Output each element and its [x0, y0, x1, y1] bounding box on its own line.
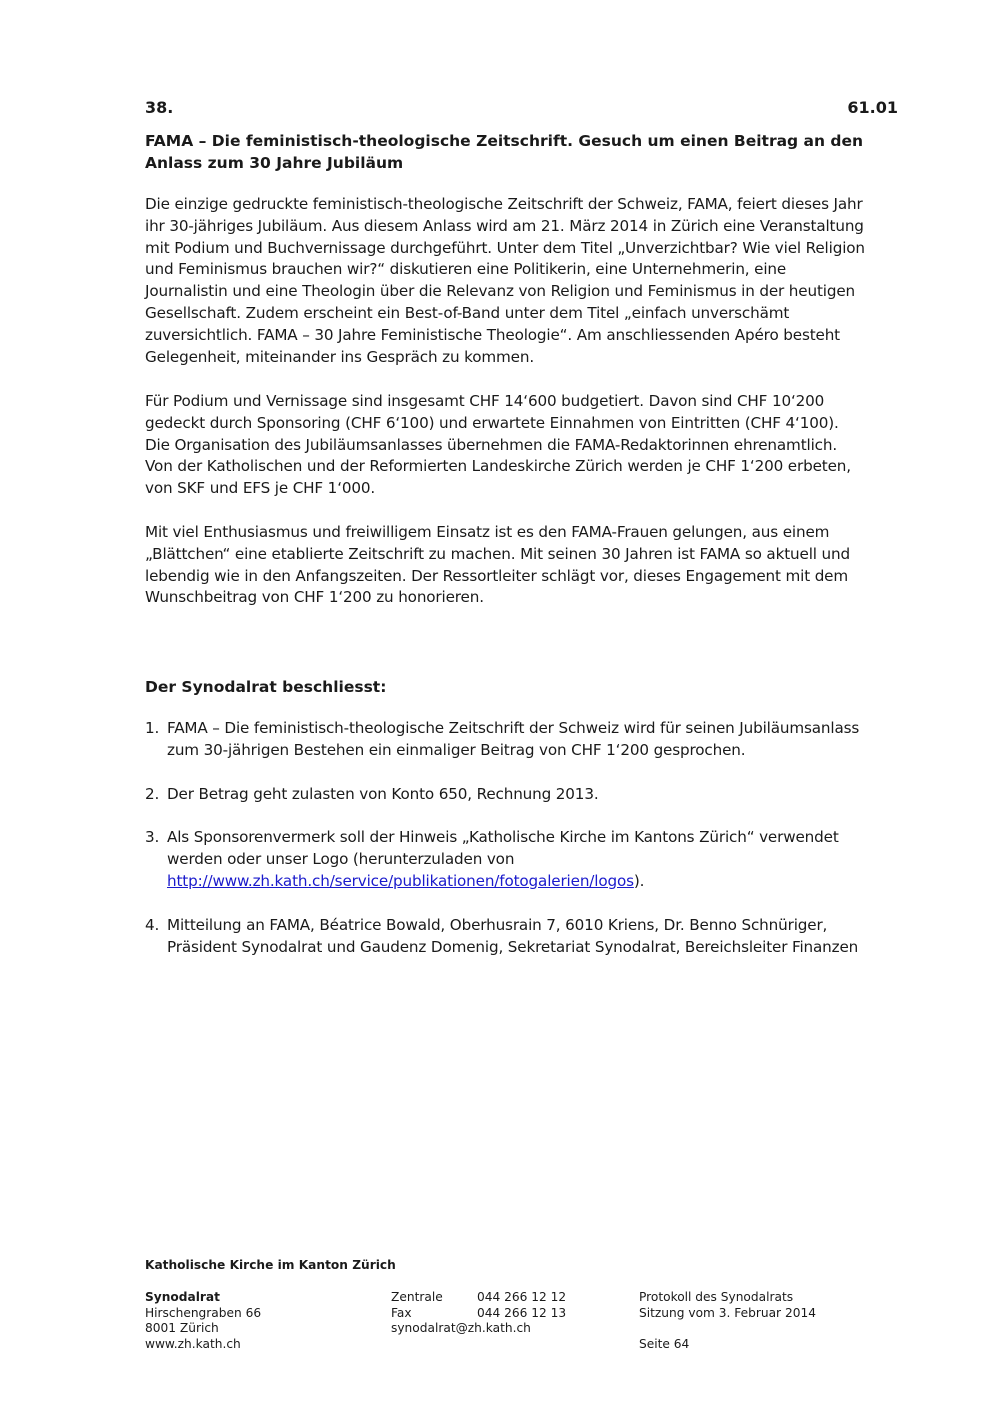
list-marker: 2. [145, 784, 160, 803]
decision-text: Der Betrag geht zulasten von Konto 650, Rechnung 2013. [167, 784, 599, 803]
logos-download-link[interactable]: http://www.zh.kath.ch/service/publikationen/fotogalerien/logos [167, 871, 634, 890]
decision-heading: Der Synodalrat beschliesst: [145, 678, 387, 696]
decision-item [145, 915, 865, 959]
fax-label: Fax [391, 1305, 412, 1320]
item-number: 38. [145, 98, 174, 117]
footer-document-info [639, 1290, 816, 1352]
item-code: 61.01 [847, 98, 898, 117]
page-number: Seite 64 [639, 1336, 690, 1351]
decision-text: Als Sponsorenvermerk soll der Hinweis „Katholische Kirche im Kantons Zürich“ verwendet werden oder unser Logo (herunterzuladen von [167, 828, 839, 869]
list-marker: 4. [145, 915, 160, 934]
footer-address [145, 1290, 261, 1352]
footer-city: 8001 Zürich [145, 1321, 219, 1335]
decision-text: Mitteilung an FAMA, Béatrice Bowald, Oberhusrain 7, 6010 Kriens, Dr. Benno Schnüriger, Präsident Synodalrat und Gaudenz Domenig, Sekretariat Synodalrat, Bereichsleiter Finanzen [167, 915, 859, 956]
paragraph-introduction: Die einzige gedruckte feministisch-theologische Zeitschrift der Schweiz, FAMA, feiert dieses Jahr ihr 30-jähriges Jubiläum. Aus diesem Anlass wird am 21. März 2014 in Zürich eine Veranstaltung mit Podium und Buchvernissage durchgeführt. Unter dem Titel „Unverzichtbar? Wie viel Religion und Feminismus brauchen wir?“ diskutieren eine Politikerin, eine Unternehmerin, eine Journalistin und eine Theologin über die Relevanz von Religion und Feminismus in der heutigen Gesellschaft. Zudem erscheint ein Best-of-Band unter dem Titel „einfach unverschämt zuversichtlich. FAMA – 30 Jahre Feministische Theologie“. Am anschliessenden Apéro besteht Gelegenheit, miteinander ins Gespräch zu kommen. [145, 195, 865, 366]
footer-contact [391, 1290, 566, 1337]
paragraph-recommendation: Mit viel Enthusiasmus und freiwilligem Einsatz ist es den FAMA-Frauen gelungen, aus einem „Blättchen“ eine etablierte Zeitschrift zu machen. Mit seinen 30 Jahren ist FAMA so aktuell und lebendig wie in den Anfangszeiten. Der Ressortleiter schlägt vor, dieses Engagement mit dem Wunschbeitrag von CHF 1‘200 zu honorieren. [145, 523, 850, 607]
footer-email: synodalrat@zh.kath.ch [391, 1321, 531, 1335]
footer-organization: Katholische Kirche im Kanton Zürich [145, 1258, 396, 1272]
decision-item [145, 827, 865, 892]
paragraph-budget: Für Podium und Vernissage sind insgesamt CHF 14‘600 budgetiert. Davon sind CHF 10‘200 gedeckt durch Sponsoring (CHF 6‘100) und erwartete Einnahmen von Eintritten (CHF 4‘100). Die Organisation des Jubiläumsanlasses übernehmen die FAMA-Redaktorinnen ehrenamtlich. Von der Katholischen und der Reformierten Landeskirche Zürich werden je CHF 1‘200 erbeten, von SKF und EFS je CHF 1‘000. [145, 392, 851, 498]
decision-list [145, 718, 865, 980]
footer-session: Sitzung vom 3. Februar 2014 [639, 1305, 816, 1320]
phone-label: Zentrale [391, 1290, 443, 1304]
phone-number: 044 266 12 12 [477, 1290, 567, 1304]
item-header [145, 98, 898, 120]
footer-document: Protokoll des Synodalrats [639, 1290, 794, 1304]
fax-number: 044 266 12 13 [477, 1305, 567, 1320]
decision-text-end: ). [633, 871, 645, 890]
list-marker: 3. [145, 828, 160, 847]
footer-street: Hirschengraben 66 [145, 1305, 262, 1320]
footer-website: www.zh.kath.ch [145, 1336, 241, 1351]
list-marker: 1. [145, 719, 160, 737]
item-title: FAMA – Die feministisch-theologische Zeitschrift. Gesuch um einen Beitrag an den Anlass zum 30 Jahre Jubiläum [145, 132, 864, 172]
decision-text: FAMA – Die feministisch-theologische Zeitschrift der Schweiz wird für seinen Jubiläumsanlass zum 30-jährigen Bestehen ein einmaliger Beitrag von CHF 1‘200 gesprochen. [167, 719, 860, 759]
footer-department: Synodalrat [145, 1290, 220, 1304]
decision-item [145, 784, 865, 806]
decision-item [145, 718, 865, 762]
